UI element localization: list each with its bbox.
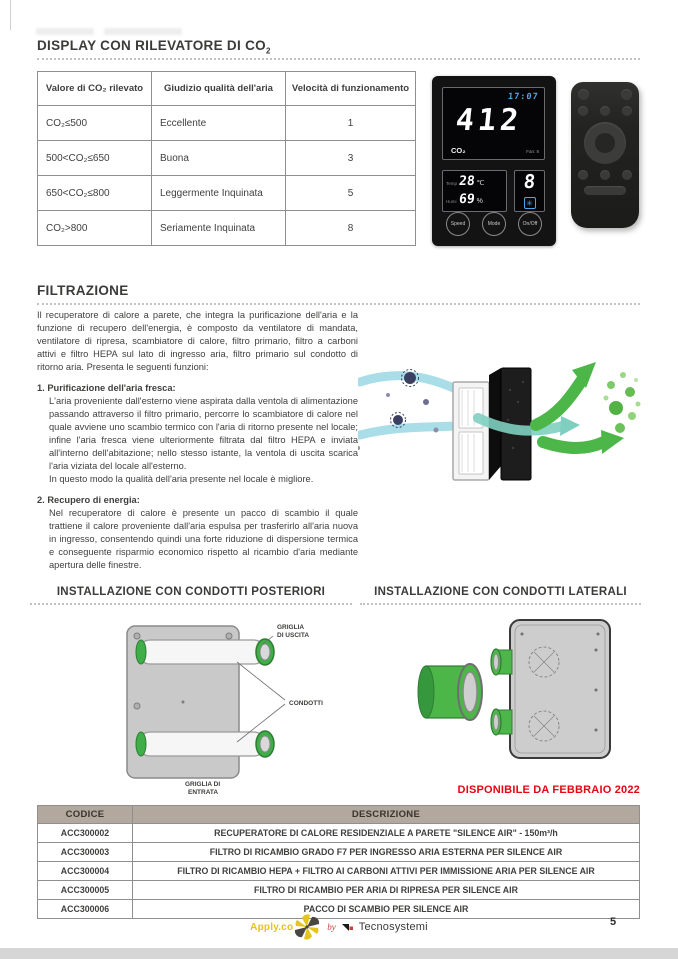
filtration-item-body: Nel recuperatore di calore è presente un pacco di scambio il quale trattiene il calore proveniente dall'aria espulsa per trasferirlo all'aria nuova in ingresso, consentendo quindi una forte riduzione di dispersione termica e conseguente risparmio economico rispetto al ricambio d'aria mediante apertura delle finestre. [49,508,358,570]
filtration-item-title: 2. Recupero di energia: [37,495,140,505]
inlet-duct-icon [136,731,274,757]
cell-description: FILTRO DI RICAMBIO GRADO F7 PER INGRESSO ARIA ESTERNA PER SILENCE AIR [133,843,640,862]
cell-quality: Leggermente Inquinata [152,176,286,211]
side-ducts-diagram [398,610,638,772]
page-edge-line [10,0,11,30]
ventilation-unit-icon [510,620,610,758]
remote-button [622,106,632,116]
table-row [38,211,416,246]
cell-description: PACCO DI SCAMBIO PER SILENCE AIR [133,900,640,919]
arrowhead-icon [601,430,624,454]
mode-button: Mode [482,212,506,236]
page-footer [0,913,678,941]
watermark-artifact [104,28,182,35]
lcd-fan-speed-value: 8 [522,171,537,193]
cell-speed: 5 [286,176,416,211]
cell-description: FILTRO DI RICAMBIO PER ARIA DI RIPRESA PER SILENCE AIR [133,881,640,900]
remote-push-button [595,133,615,153]
lcd-co2-label: CO₂ [451,146,466,155]
filtration-item-body: L'aria proveniente dall'esterno viene aspirata dalla ventola di alimentazione passando attraverso il filtro primario, percorre lo scambiatore di calore nel quale avviene uno scambio termico con l'aria di ritorno presente nel locale; infine l'aria fresca viene ulteriormente filtrata dal filtro HEPA e inviata all'interno dell'abitazione; nello stesso istante, la ventola di uscita scarica l'aria viziata del locale all'esterno. [49,396,358,471]
col-header-co2: Valore di CO₂ rilevato [38,72,152,106]
lcd-main-screen [442,87,545,160]
cell-code: ACC300006 [38,900,133,919]
lcd-clock: 17:07 [507,92,540,102]
remote-control-image [571,82,639,228]
lcd-humidity-value: 69 [458,192,476,207]
remote-button [621,89,632,100]
table-row [38,881,640,900]
table-row [38,141,416,176]
cell-quality: Eccellente [152,106,286,141]
table-row [38,106,416,141]
cell-speed: 3 [286,141,416,176]
filtration-intro: Il recuperatore di calore a parete, che integra la purificazione dell'aria e la funzione di recupero dell'energia, è composto da ventilatore di mandata, ventilatore di ripresa, scambiatore di calore, filtro primario, filtro a carboni attivi e filtro HEPA sul lato di ingresso aria, filtro primario sul condotto di ritorno aria. Presenta le seguenti funzioni: [37,310,358,372]
section-title-display [37,38,271,56]
lcd-temp-value: 28 [458,174,476,189]
fan-icon: ✳ [524,197,536,209]
side-spigot-icon [491,709,512,735]
clean-particles-icon [604,372,641,433]
cell-code: ACC300003 [38,843,133,862]
cell-quality: Buona [152,141,286,176]
label-pointer-line [237,662,285,700]
table-row [38,862,640,881]
filtration-text-column [37,309,358,572]
filtration-item-1 [37,382,358,486]
section-title-display-text: DISPLAY CON RILEVATORE DI CO [37,38,266,53]
lcd-humidity-label: Humi [446,199,457,204]
cell-co2-range: CO₂>800 [38,211,152,246]
by-label: by [327,922,336,932]
section-title-install-rear: INSTALLAZIONE CON CONDOTTI POSTERIORI [30,586,352,605]
page-number: 5 [610,916,617,928]
on-off-button: On/Off [518,212,542,236]
filtration-item-note: In questo modo la qualità dell'aria presente nel locale è migliore. [49,474,314,484]
cell-co2-range: 650<CO₂≤800 [38,176,152,211]
tecnosystemi-mark-icon [342,922,353,933]
section-title-install-side: INSTALLAZIONE CON CONDOTTI LATERALI [360,586,641,605]
outlet-duct-icon [136,639,274,665]
side-spigot-icon [491,649,512,675]
remote-button [622,170,632,180]
filtration-item-title: 1. Purificazione dell'aria fresca: [37,383,176,393]
primary-filter-icon [453,382,489,480]
remote-button [600,106,610,116]
product-codes-table [37,805,640,919]
inlet-grille-label-line1: GRIGLIA DI [185,781,221,788]
cell-description: FILTRO DI RICAMBIO HEPA + FILTRO AI CARBONI ATTIVI PER IMMISSIONE ARIA PER SILENCE AIR [133,862,640,881]
table-row [38,843,640,862]
lcd-humidity-unit: % [476,198,483,205]
clean-air-arrow-icon [536,380,582,425]
rear-ducts-diagram [55,614,355,806]
outlet-grille-label-line2: DI USCITA [277,632,310,639]
remote-button [578,106,588,116]
cell-co2-range: 500<CO₂≤650 [38,141,152,176]
cell-speed: 1 [286,106,416,141]
remote-button [600,170,610,180]
brand-applyco: Apply.co [250,921,294,933]
filtration-illustration [358,330,658,510]
remote-button [578,89,589,100]
col-header-speed: Velocità di funzionamento [286,72,416,106]
title-divider [37,58,640,60]
remote-bar-button [584,186,626,195]
table-header-row [38,72,416,106]
cell-description: RECUPERATORE DI CALORE RESIDENZIALE A PARETE "SILENCE AIR" - 150m³/h [133,824,640,843]
col-header-quality: Giudizio qualità dell'aria [152,72,286,106]
cell-code: ACC300002 [38,824,133,843]
arrowhead-icon [560,416,580,436]
ducts-label: CONDOTTI [289,700,323,707]
table-row [38,176,416,211]
lcd-temp-label: Temp [446,181,458,186]
cell-quality: Seriamente Inquinata [152,211,286,246]
availability-notice: DISPONIBILE DA FEBBRAIO 2022 [457,784,640,796]
remote-button [578,170,588,180]
pinwheel-logo-icon [293,913,321,941]
cell-speed: 8 [286,211,416,246]
cell-code: ACC300005 [38,881,133,900]
filtration-item-2 [37,494,358,572]
cell-code: ACC300004 [38,862,133,881]
co2-subscript: 2 [265,46,271,56]
lcd-co2-value: 412 [454,103,524,138]
co2-display-panel-image [432,76,556,246]
duct-collar-icon [418,664,482,720]
clean-air-arrow-icon [543,442,604,448]
table-row [38,824,640,843]
watermark-artifact [36,28,94,35]
lcd-temp-unit: ℃ [476,180,485,187]
section-title-filtration: FILTRAZIONE [37,283,129,298]
lcd-fan-speed-screen [514,170,545,212]
speed-button: Speed [446,212,470,236]
codes-header-row [38,806,640,824]
remote-dpad [584,122,626,164]
outlet-grille-label-line1: GRIGLIA [277,624,305,631]
title-divider [37,303,640,305]
cell-co2-range: CO₂≤500 [38,106,152,141]
brand-tecnosystemi: Tecnosystemi [358,921,428,933]
co2-quality-table [37,71,416,246]
col-header-descrizione: DESCRIZIONE [133,806,640,824]
col-header-codice: CODICE [38,806,133,824]
lcd-aux-label: Fan: 8 [526,149,539,154]
page-bottom-edge [0,948,678,959]
lcd-temp-humidity-screen [442,170,507,212]
inlet-grille-label-line2: ENTRATA [188,789,219,796]
